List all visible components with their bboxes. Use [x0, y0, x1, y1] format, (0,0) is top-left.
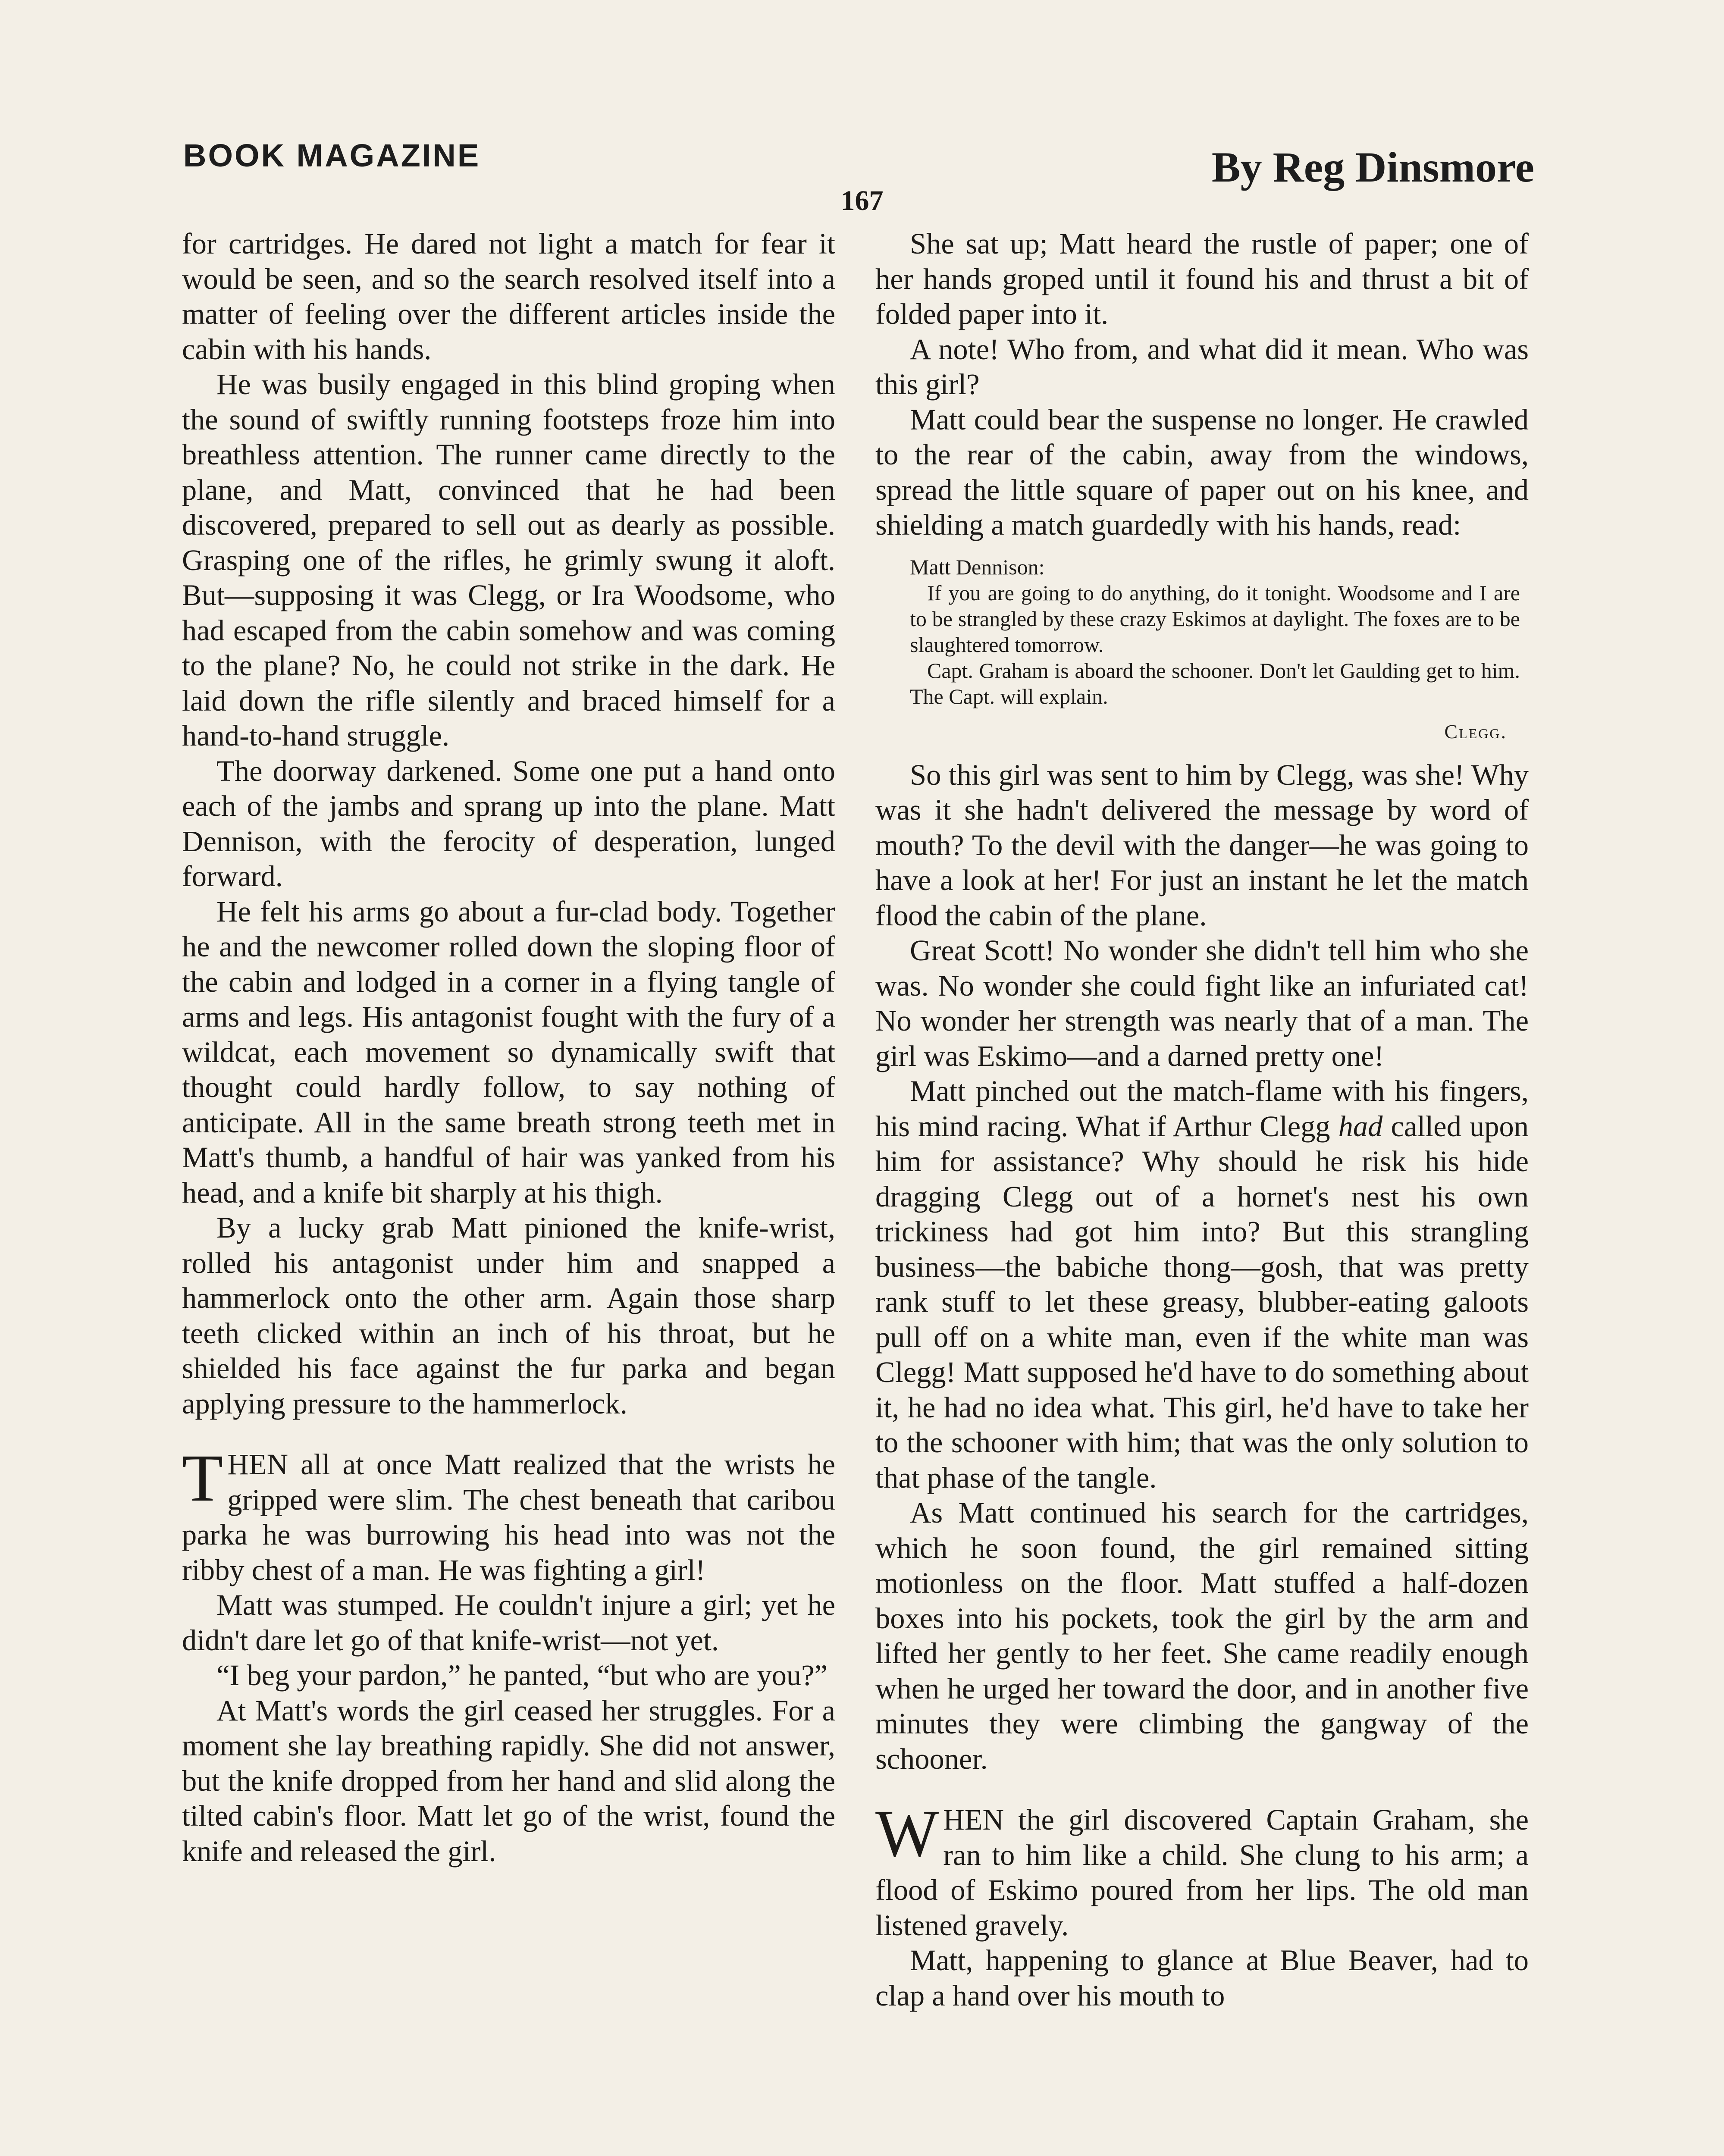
- note-block: [910, 554, 1529, 745]
- paragraph: He felt his arms go about a fur-clad body. Together he and the newcomer rolled down the sloping floor of the cabin and lodged in a corner in a flying tangle of arms and legs. His antagonist fought with the fury of a wildcat, each movement so dynamically swift that thought could hardly follow, to say nothing of anticipate. All in the same breath strong teeth met in Matt's thumb, a handful of hair was yanked from his head, and a knife bit sharply at his thigh.: [182, 895, 835, 1209]
- left-column: [182, 226, 835, 1869]
- paragraph: So this girl was sent to him by Clegg, was she! Why was it she hadn't delivered the message by word of mouth? To the devil with the danger—he was going to have a look at her! For just an instant he let the match flood the cabin of the plane.: [875, 758, 1529, 932]
- note-signature: Clegg.: [1444, 720, 1507, 743]
- paragraph: Great Scott! No wonder she didn't tell him who she was. No wonder she could fight like an infuriated cat! No wonder her strength was nearly that of a man. The girl was Eskimo—and a darned pretty one!: [875, 934, 1529, 1072]
- paragraph: As Matt continued his search for the cartridges, which he soon found, the girl remained sitting motionless on the floor. Matt stuffed a half-dozen boxes into his pockets, took the girl by the arm and lifted her gently to her feet. She came readily enough when he urged her toward the door, and in another five minutes they were climbing the gangway of the schooner.: [875, 1496, 1529, 1775]
- paragraph-text: called upon him for assistance? Why should he risk his hide dragging Clegg out of a hornet's nest his own trickiness had got him into? But this strangling business—the babiche thong—gosh, that was pretty rank stuff to let these greasy, blubber-eating galoots pull off on a white man, even if the white man was Clegg! Matt supposed he'd have to do something about it, he had no idea what. This girl, he'd have to take her to the schooner with him; that was the only solution to that phase of the tangle.: [875, 1109, 1529, 1494]
- drop-cap-paragraph: [875, 1796, 1529, 1943]
- paragraph: He was busily engaged in this blind groping when the sound of swiftly running footsteps froze him into breathless attention. The runner came directly to the plane, and Matt, convinced that he had been discovered, prepared to sell out as dearly as possible. Grasping one of the rifles, he grimly swung it aloft. But—supposing it was Clegg, or Ira Woodsome, who had escaped from the cabin somehow and was coming to the plane? No, he could not strike in the dark. He laid down the rifle silently and braced himself for a hand-to-hand struggle.: [182, 368, 835, 752]
- note-paragraph: Capt. Graham is aboard the schooner. Don't let Gaulding get to him. The Capt. will explain.: [910, 658, 1520, 708]
- italic-word: had: [1338, 1109, 1383, 1143]
- drop-cap: W: [875, 1796, 939, 1871]
- paragraph-text: HEN the girl discovered Captain Graham, she ran to him like a child. She clung to his arm; a flood of Eskimo poured from her lips. The old man listened gravely.: [875, 1803, 1529, 1942]
- paragraph: “I beg your pardon,” he panted, “but who are you?”: [216, 1659, 828, 1692]
- drop-cap-paragraph: [182, 1441, 835, 1588]
- paragraph-text: Matt pinched out the match-flame with his fingers, his mind racing. What if Arthur Clegg: [875, 1075, 1529, 1143]
- paragraph-text: HEN all at once Matt realized that the wrists he gripped were slim. The chest beneath that caribou parka he was burrowing his head into was not the ribby chest of a man. He was fighting a girl!: [182, 1448, 835, 1586]
- magazine-title: BOOK MAGAZINE: [183, 138, 481, 173]
- drop-cap: T: [182, 1441, 223, 1515]
- paragraph: for cartridges. He dared not light a match for fear it would be seen, and so the search resolved itself into a matter of feeling over the different articles inside the cabin with his hands.: [182, 227, 835, 366]
- paragraph: The doorway darkened. Some one put a hand onto each of the jambs and sprang up into the plane. Matt Dennison, with the ferocity of desperation, lunged forward.: [182, 754, 835, 893]
- paragraph: [875, 1074, 1529, 1495]
- note-paragraph: If you are going to do anything, do it tonight. Woodsome and I are to be strangled by these crazy Eskimos at daylight. The foxes are to be slaughtered tomorrow.: [910, 580, 1520, 657]
- right-column: [875, 226, 1529, 2013]
- page-number: 167: [840, 185, 884, 216]
- paragraph: She sat up; Matt heard the rustle of paper; one of her hands groped until it found his and thrust a bit of folded paper into it.: [875, 227, 1529, 330]
- paragraph: A note! Who from, and what did it mean. Who was this girl?: [875, 332, 1529, 401]
- paragraph: By a lucky grab Matt pinioned the knife-wrist, rolled his antagonist under him and snapped a hammerlock onto the other arm. Again those sharp teeth clicked within an inch of his throat, but he shielded his face against the fur parka and began applying pressure to the hammerlock.: [182, 1211, 835, 1420]
- paragraph: Matt could bear the suspense no longer. He crawled to the rear of the cabin, away from the windows, spread the little square of paper out on his knee, and shielding a match guardedly with his hands, read:: [875, 403, 1529, 541]
- author-byline: By Reg Dinsmore: [1211, 143, 1534, 191]
- paragraph: At Matt's words the girl ceased her struggles. For a moment she lay breathing rapidly. She did not answer, but the knife dropped from her hand and slid along the tilted cabin's floor. Matt let go of the wrist, found the knife and released the girl.: [182, 1694, 835, 1868]
- note-address: Matt Dennison:: [910, 555, 1045, 579]
- paragraph: Matt, happening to glance at Blue Beaver, had to clap a hand over his mouth to: [875, 1944, 1529, 2012]
- paragraph: Matt was stumped. He couldn't injure a girl; yet he didn't dare let go of that knife-wrist—not yet.: [182, 1589, 835, 1657]
